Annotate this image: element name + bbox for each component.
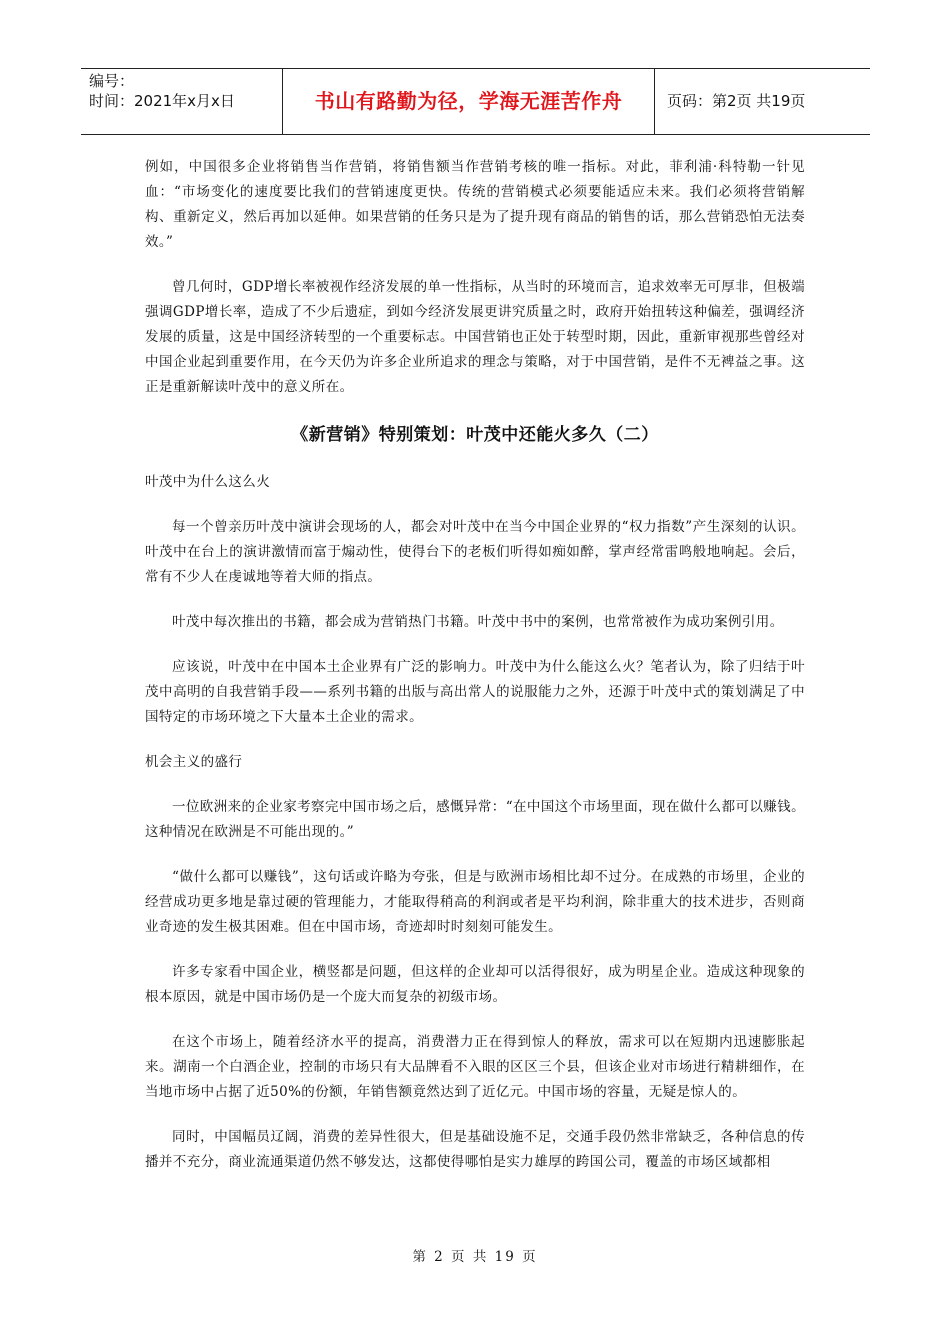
paragraph: 每一个曾亲历叶茂中演讲会现场的人，都会对叶茂中在当今中国企业界的“权力指数”产生深刻的认识。叶茂中在台上的演讲激情而富于煽动性，使得台下的老板们听得如痴如醉，掌声经常雷鸣般地响起。会后，常有不少人在虔诚地等着大师的指点。 <box>145 519 805 585</box>
paragraph: 例如，中国很多企业将销售当作营销，将销售额当作营销考核的唯一指标。对此，菲利浦·科特勒一针见血：“市场变化的速度要比我们的营销速度更快。传统的营销模式必须要能适应未来。我们必须将营销解构、重新定义，然后再加以延伸。如果营销的任务只是为了提升现有商品的销售的话，那么营销恐怕无法奏效。” <box>145 159 805 250</box>
paragraph: 许多专家看中国企业，横竖都是问题，但这样的企业却可以活得很好，成为明星企业。造成这种现象的根本原因，就是中国市场仍是一个庞大而复杂的初级市场。 <box>145 964 805 1005</box>
page-header <box>81 68 870 135</box>
header-date-label: 时间：2021年x月x日 <box>89 92 235 110</box>
page-footer: 第 2 页 共 19 页 <box>412 1249 538 1265</box>
subheading: 机会主义的盛行 <box>145 754 243 770</box>
paragraph: 一位欧洲来的企业家考察完中国市场之后，感慨异常：“在中国这个市场里面，现在做什么都可以赚钱。这种情况在欧洲是不可能出现的。” <box>145 799 805 840</box>
paragraph: 曾几何时，GDP增长率被视作经济发展的单一性指标，从当时的环境而言，追求效率无可厚非，但极端强调GDP增长率，造成了不少后遗症，到如今经济发展更讲究质量之时，政府开始扭转这种偏差，强调经济发展的质量，这是中国经济转型的一个重要标志。中国营销也正处于转型时期，因此，重新审视那些曾经对中国企业起到重要作用，在今天仍为许多企业所追求的理念与策略，对于中国营销，是件不无裨益之事。这正是重新解读叶茂中的意义所在。 <box>145 279 805 395</box>
header-meta-cell <box>81 69 283 134</box>
paragraph: 应该说，叶茂中在中国本土企业界有广泛的影响力。叶茂中为什么能这么火？笔者认为，除了归结于叶茂中高明的自我营销手段——系列书籍的出版与高出常人的说服能力之外，还源于叶茂中式的策划满足了中国特定的市场环境之下大量本土企业的需求。 <box>145 659 805 725</box>
subheading: 叶茂中为什么这么火 <box>145 474 271 490</box>
paragraph: “做什么都可以赚钱”，这句话或许略为夸张，但是与欧洲市场相比却不过分。在成熟的市场里，企业的经营成功更多地是靠过硬的管理能力，才能取得稍高的利润或者是平均利润，除非重大的技术进步，否则商业奇迹的发生极其困难。但在中国市场，奇迹却时时刻刻可能发生。 <box>145 869 805 935</box>
document-body <box>145 155 805 1195</box>
paragraph: 同时，中国幅员辽阔，消费的差异性很大，但是基础设施不足，交通手段仍然非常缺乏，各种信息的传播并不充分，商业流通渠道仍然不够发达，这都使得哪怕是实力雄厚的跨国公司，覆盖的市场区域都相 <box>145 1129 805 1170</box>
paragraph: 叶茂中每次推出的书籍，都会成为营销热门书籍。叶茂中书中的案例，也常常被作为成功案例引用。 <box>172 614 784 630</box>
header-number-label: 编号： <box>89 72 135 90</box>
section-heading: 《新营销》特别策划：叶茂中还能火多久（二） <box>291 425 659 445</box>
header-motto: 书山有路勤为径，学海无涯苦作舟 <box>283 69 655 134</box>
paragraph: 在这个市场上，随着经济水平的提高，消费潜力正在得到惊人的释放，需求可以在短期内迅速膨胀起来。湖南一个白酒企业，控制的市场只有大品牌看不入眼的区区三个县，但该企业对市场进行精耕细作，在当地市场中占据了近50%的份额，年销售额竟然达到了近亿元。中国市场的容量，无疑是惊人的。 <box>145 1034 805 1100</box>
header-page-info: 页码：第2页 共19页 <box>667 92 806 110</box>
